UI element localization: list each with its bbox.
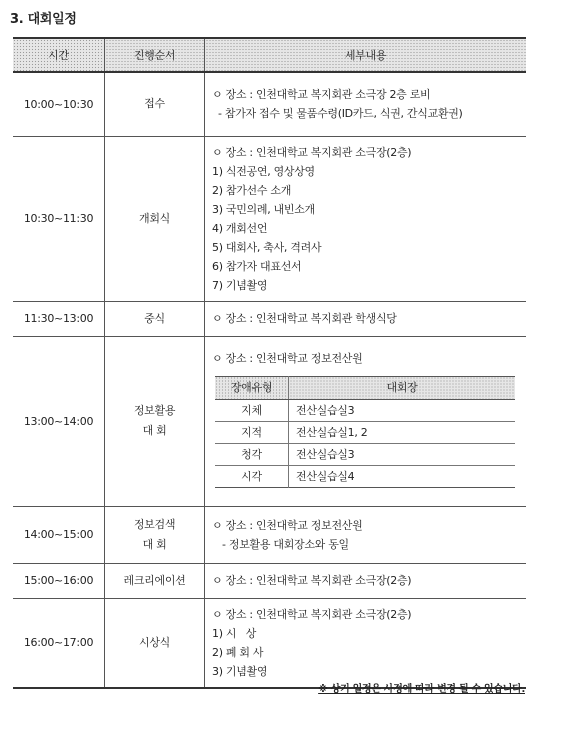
detail-line: ㅇ 장소 : 인천대학교 정보전산원 [212, 518, 363, 532]
venue-row [215, 421, 515, 443]
venue-row [215, 399, 515, 421]
detail-line: 6) 참가자 대표선서 [212, 259, 302, 273]
row-order [105, 336, 205, 506]
row-time: 15:00~16:00 [13, 563, 105, 598]
detail-line: 3) 국민의례, 내빈소개 [212, 202, 315, 216]
row-order-line: 정보검색 [133, 517, 176, 531]
venue-room: 전산실습실4 [289, 465, 516, 487]
row-time: 14:00~15:00 [13, 506, 105, 563]
header-time: 시간 [13, 38, 105, 72]
venue-type: 시각 [215, 465, 289, 487]
row-details [205, 506, 527, 563]
row-time: 16:00~17:00 [13, 598, 105, 688]
row-time: 11:30~13:00 [13, 301, 105, 336]
detail-line: 4) 개회선언 [212, 221, 268, 235]
detail-line: ㅇ 장소 : 인천대학교 복지회관 학생식당 [212, 312, 397, 325]
venue-header-venue: 대회장 [289, 376, 516, 399]
row-time: 10:30~11:30 [13, 136, 105, 301]
footnote: ※ 상기 일정은 사정에 따라 변경 될 수 있습니다. [318, 684, 525, 695]
detail-line: 2) 참가선수 소개 [212, 183, 292, 197]
schedule-header-row [13, 38, 526, 72]
detail-line: ㅇ 장소 : 인천대학교 복지회관 소극장 2층 로비 [212, 88, 431, 102]
schedule-row [13, 506, 526, 563]
row-order-line: 접수 [144, 97, 165, 111]
detail-line: - 정보활용 대회장소와 동일 [222, 537, 349, 551]
section-title: 3. 대회일정 [10, 12, 77, 27]
detail-line: - 참가자 접수 및 물품수령(ID카드, 식권, 간식교환권) [218, 107, 463, 121]
row-order [105, 506, 205, 563]
row-order [105, 301, 205, 336]
schedule-row [13, 598, 526, 688]
detail-line: 3) 기념촬영 [212, 664, 268, 678]
detail-line: ㅇ 장소 : 인천대학교 복지회관 소극장(2층) [212, 145, 412, 159]
row-details [205, 72, 527, 136]
venue-row [215, 443, 515, 465]
schedule-row [13, 136, 526, 301]
schedule-row [13, 563, 526, 598]
venue-room: 전산실습실3 [289, 399, 516, 421]
detail-line: ㅇ 장소 : 인천대학교 복지회관 소극장(2층) [212, 607, 412, 621]
row-details [205, 301, 527, 336]
row-order-line: 시상식 [139, 635, 170, 649]
venue-type: 청각 [215, 443, 289, 465]
schedule-row [13, 72, 526, 136]
header-details: 세부내용 [205, 38, 527, 72]
row-order-line: 대 회 [142, 537, 167, 551]
venue-row [215, 465, 515, 487]
venue-header-type: 장애유형 [215, 376, 289, 399]
row-order-line: 레크리에이션 [123, 573, 186, 587]
schedule-row [13, 336, 526, 506]
row-order [105, 136, 205, 301]
detail-line: 1) 시 상 [212, 626, 257, 640]
detail-line: ㅇ 장소 : 인천대학교 복지회관 소극장(2층) [212, 574, 412, 587]
detail-line: ㅇ 장소 : 인천대학교 정보전산원 [212, 351, 363, 365]
row-details [205, 136, 527, 301]
venue-type: 지체 [215, 399, 289, 421]
detail-line: 2) 폐 회 사 [212, 645, 264, 659]
venue-table [215, 376, 515, 488]
venue-room: 전산실습실3 [289, 443, 516, 465]
row-order [105, 72, 205, 136]
schedule-row [13, 301, 526, 336]
row-details [205, 336, 527, 506]
schedule-table [13, 37, 526, 689]
row-details [205, 563, 527, 598]
row-order-line: 개회식 [139, 211, 170, 225]
detail-line: 5) 대회사, 축사, 격려사 [212, 240, 322, 254]
row-order-line: 중식 [144, 311, 165, 325]
header-order: 진행순서 [105, 38, 205, 72]
venue-room: 전산실습실1, 2 [289, 421, 516, 443]
row-order [105, 598, 205, 688]
detail-line: 7) 기념촬영 [212, 278, 268, 292]
row-order-line: 대 회 [142, 424, 167, 437]
row-time: 13:00~14:00 [13, 336, 105, 506]
venue-type: 지적 [215, 421, 289, 443]
row-order-line: 정보활용 [133, 404, 176, 417]
row-order [105, 563, 205, 598]
venue-header-row [215, 376, 515, 399]
row-time: 10:00~10:30 [13, 72, 105, 136]
row-details [205, 598, 527, 688]
detail-line: 1) 식전공연, 영상상영 [212, 164, 315, 178]
